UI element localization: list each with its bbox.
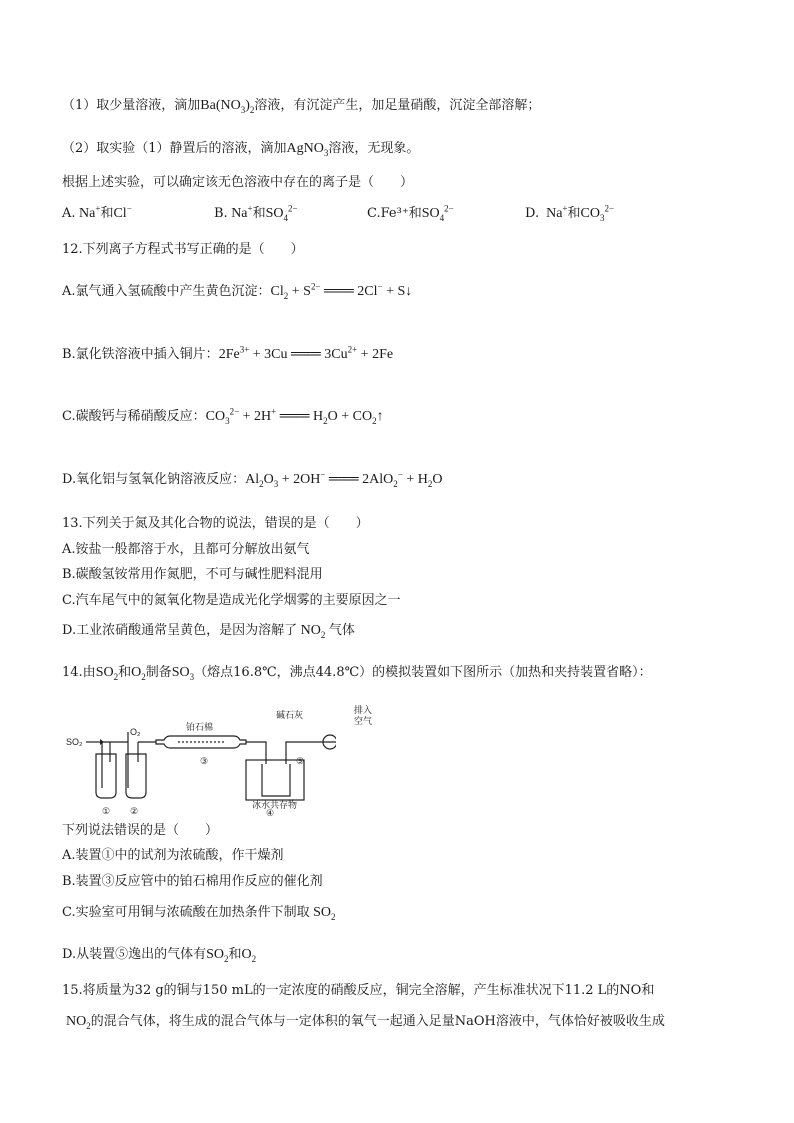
q15-line-1: 15.将质量为32 g的铜与150 mL的一定浓度的硝酸反应，铜完全溶解，产生标准状况下11.2 L的NO和 (62, 983, 655, 998)
label-5: ⑤ (296, 756, 305, 766)
q13-stem: 13.下列关于氮及其化合物的说法，错误的是（ ） (62, 516, 369, 531)
q11-option-b: B. Na+和$SO_4^{2-}$ (214, 203, 298, 223)
q14-option-d: D.从装置⑤逸出的气体有$SO_2$和$O_2$ (62, 947, 257, 964)
label-1: ① (102, 806, 111, 816)
label-3: ③ (200, 756, 209, 766)
lime-label: 碱石灰 (276, 710, 304, 720)
q12-option-b: B.氯化铁溶液中插入铜片：$2Fe^{3+} + 3Cu$ ═══ $3Cu^{2+} + 2Fe$ (62, 344, 394, 362)
collection-flask (262, 764, 290, 796)
bottle-1 (96, 754, 116, 798)
q13-option-c: C.汽车尾气中的氮氧化物是造成光化学烟雾的主要原因之一 (62, 593, 401, 608)
q13-option-b: B.碳酸氢铵常用作氮肥，不可与碱性肥料混用 (62, 567, 323, 582)
q14-option-b: B.装置③反应管中的铂石棉用作反应的催化剂 (62, 874, 323, 889)
q14-option-a: A.装置①中的试剂为浓硫酸，作干燥剂 (62, 848, 284, 863)
q12-option-d: D.氧化铝与氢氧化钠溶液反应：$Al_2O_3 + 2OH^-$ ═══ $2AlO_2^- + H_2O$ (62, 469, 443, 489)
q12-option-c: C.碳酸钙与稀硝酸反应：$CO_3^{2-} + 2H^+$ ═══ $H_2O$ + $CO_2↑$ (62, 406, 384, 426)
q11-option-d: D. Na+和$CO_3^{2-}$ (525, 203, 615, 223)
bottle-2 (126, 754, 146, 798)
q13-option-a: A.铵盐一般都溶于水，且都可分解放出氨气 (62, 542, 310, 557)
q12-stem: 12.下列离子方程式书写正确的是（ ） (62, 242, 304, 257)
o2-label: O₂ (130, 727, 141, 737)
q11-option-c: C.Fe³⁺和$SO_4^{2-}$ (367, 203, 454, 223)
exhaust-label: 排入 空气 (354, 705, 373, 726)
q14-stem: 14.由$SO_2$和$O_2$制备$SO_3$（熔点16.8℃，沸点44.8℃）的模拟装置如下图所示（加热和夹持装置省略）： (62, 665, 652, 682)
label-2: ② (130, 806, 139, 816)
q11-option-a: A. Na+和Cl− (62, 203, 132, 221)
q14-option-c: C.实验室可用铜与浓硫酸在加热条件下制取 $SO_2$ (62, 905, 336, 922)
so2-label: SO₂ (66, 737, 83, 747)
q14-ask: 下列说法错误的是（ ） (62, 823, 219, 838)
q13-option-d: D.工业浓硝酸通常呈黄色，是因为溶解了 $NO_2$ 气体 (62, 623, 355, 640)
platinum-label: 铂石棉 (186, 722, 214, 732)
ice-water-beaker-4 (246, 760, 304, 800)
experiment-2-line: （2）取实验（1）静置后的溶液，滴加AgNO$_3$溶液，无现象。 (62, 141, 420, 158)
label-4: ④ (266, 808, 275, 818)
ba-nitrate-formula: $Ba(NO_3)_2$ (200, 98, 255, 115)
apparatus-diagram (66, 702, 336, 820)
agno3-formula: AgNO$_3$ (286, 141, 329, 158)
reaction-tube-3 (156, 736, 246, 748)
experiment-1-line: （1）取少量溶液，滴加$Ba(NO_3)_2$溶液，有沉淀产生，加足量硝酸，沉淀全部溶解； (62, 98, 541, 115)
ice-label: 冰水共存物 (252, 800, 298, 810)
q15-line-2: $NO_2$的混合气体，将生成的混合气体与一定体积的氧气一起通入足量NaOH溶液中，气体恰好被吸收生成 (66, 1014, 665, 1031)
q11-stem: 根据上述实验，可以确定该无色溶液中存在的离子是（ ） (62, 175, 414, 190)
q12-option-a: A.氯气通入氢硫酸中产生黄色沉淀：$Cl_2 + S^{2-}$ ═══ 2Cl− + S↓ (62, 281, 413, 301)
